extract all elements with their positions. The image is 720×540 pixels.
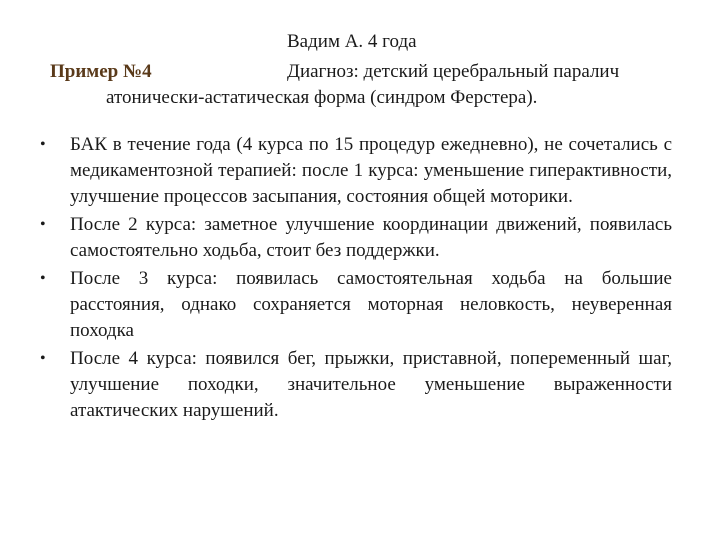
bullet-icon: • (40, 350, 46, 367)
bullet-icon: • (40, 270, 46, 287)
diagnosis-line-1: Диагноз: детский церебральный паралич (287, 61, 620, 82)
example-label: Пример №4 (50, 61, 152, 82)
list-item (40, 266, 672, 344)
list-item (40, 346, 672, 424)
list-item-text: После 3 курса: появилась самостоятельная ходьба на большие расстояния, однако сохраняется моторная неловкость, неуверенная походка (70, 268, 672, 341)
results-list (40, 132, 672, 426)
list-item (40, 212, 672, 264)
bullet-icon: • (40, 216, 46, 233)
list-item (40, 132, 672, 210)
list-item-text: После 2 курса: заметное улучшение координации движений, появилась самостоятельно ходьба, стоит без поддержки. (70, 214, 672, 261)
list-item-text: БАК в течение года (4 курса по 15 процедур ежедневно), не сочетались с медикаментозной терапией: после 1 курса: уменьшение гиперактивности, улучшение процессов засыпания, состояния общей моторики. (70, 134, 672, 207)
diagnosis-line-2: атонически-астатическая форма (синдром Ферстера). (106, 87, 538, 108)
list-item-text: После 4 курса: появился бег, прыжки, приставной, попеременный шаг, улучшение походки, значительное уменьшение выраженности атактических нарушений. (70, 348, 672, 421)
bullet-icon: • (40, 136, 46, 153)
patient-info: Вадим А. 4 года (287, 31, 417, 52)
